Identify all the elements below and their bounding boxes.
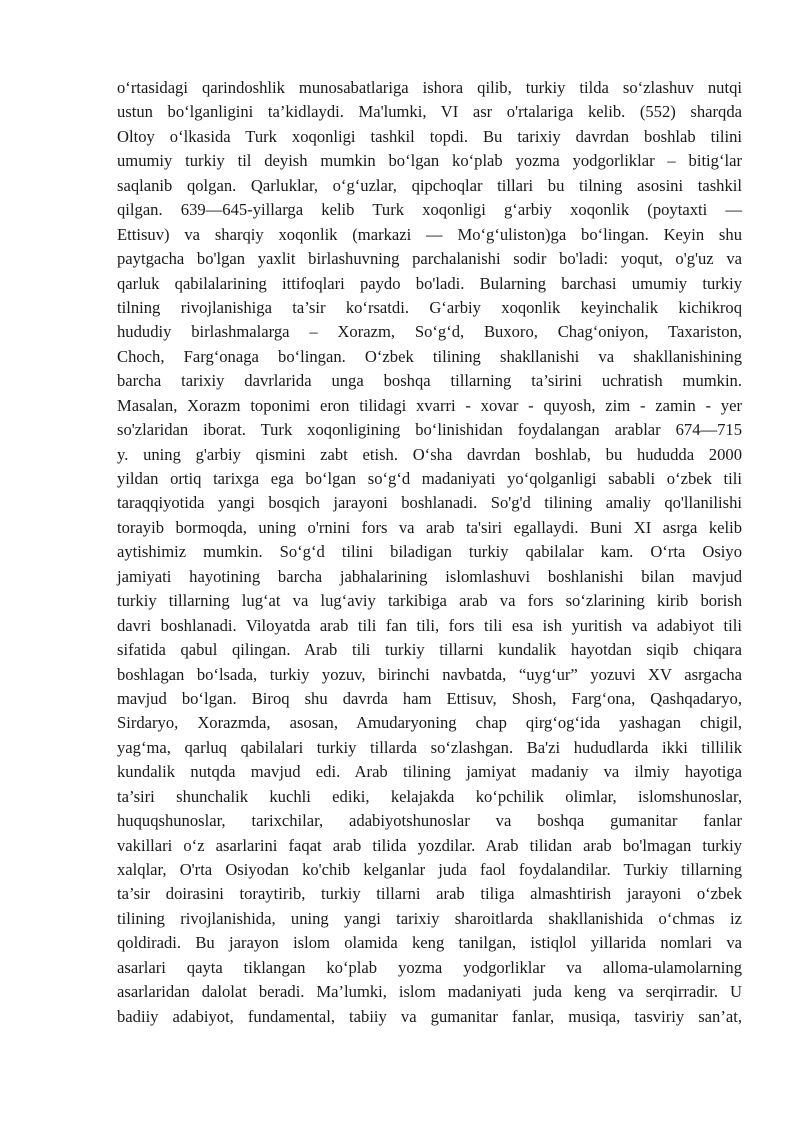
text-line: saqlanib qolgan. Qarluklar, o‘g‘uzlar, qipchoqlar tillari bu tilning asosini tashkil (117, 175, 742, 195)
text-line: mavjud bo‘lgan. Biroq shu davrda ham Ettisuv, Shosh, Farg‘ona, Qashqadaryo, (117, 688, 742, 708)
text-line: yag‘ma, qarluq qabilalari turkiy tillarda so‘zlashgan. Ba'zi hududlarda ikki tillilik (117, 737, 742, 757)
text-line: ustun bo‘lganligini ta’kidlaydi. Ma'lumki, VI asr o'rtalariga kelib. (552) sharqda (117, 102, 742, 122)
text-line: barcha tarixiy davrlarida unga boshqa tillarning ta’sirini uchratish mumkin. (117, 371, 742, 391)
text-line: torayib bormoqda, uning o'rnini fors va arab ta'siri egallaydi. Buni XI asrga kelib (117, 517, 742, 537)
text-line: ta’sir doirasini toraytirib, turkiy tillarni arab tiliga almashtirish jarayoni o‘zbek (117, 884, 742, 904)
text-line: jamiyati hayotining barcha jabhalarining islomlashuvi boshlanishi bilan mavjud (117, 566, 742, 586)
text-line: Choch, Farg‘onaga bo‘lingan. O‘zbek tilining shakllanishi va shakllanishining (117, 346, 742, 366)
text-line: paytgacha bo'lgan yaxlit birlashuvning parchalanishi sodir bo'ladi: yoqut, o'g'uz va (117, 249, 742, 269)
text-line: turkiy tillarning lug‘at va lug‘aviy tarkibiga arab va fors so‘zlarining kirib borish (117, 591, 742, 611)
text-line: hududiy birlashmalarga – Xorazm, So‘g‘d, Buxoro, Chag‘oniyon, Taxariston, (117, 322, 742, 342)
text-line: tilining rivojlanishida, uning yangi tarixiy sharoitlarda shakllanishida o‘chmas iz (117, 908, 742, 928)
text-line: qoldiradi. Bu jarayon islom olamida keng tanilgan, istiqlol yillarida nomlari va (117, 933, 742, 953)
text-line: so'zlaridan iborat. Turk xoqonligining bo‘linishidan foydalangan arablar 674—715 (117, 420, 742, 440)
text-line: qilgan. 639—645-yillarga kelib Turk xoqonligi g‘arbiy xoqonlik (poytaxti — (117, 200, 742, 220)
text-line: asarlari qayta tiklangan ko‘plab yozma yodgorliklar va alloma-ulamolarning (117, 957, 742, 977)
text-line: qarluk qabilalarining ittifoqlari paydo bo'ladi. Bularning barchasi umumiy turkiy (117, 273, 742, 293)
text-line: vakillari o‘z asarlarini faqat arab tilida yozdilar. Arab tilidan arab bo'lmagan turkiy (117, 835, 742, 855)
text-line: davri boshlanadi. Viloyatda arab tili fan tili, fors tili esa ish yuritish va adabiyot tili (117, 615, 742, 635)
text-line: Sirdaryo, Xorazmda, asosan, Amudaryoning chap qirg‘og‘ida yashagan chigil, (117, 713, 742, 733)
text-line: yildan ortiq tarixga ega bo‘lgan so‘g‘d madaniyati yo‘qolganligi sababli o‘zbek tili (117, 469, 742, 488)
text-line: Ettisuv) va sharqiy xoqonlik (markazi — Mo‘g‘uliston)ga bo‘lingan. Keyin shu (117, 224, 742, 244)
text-line: taraqqiyotida yangi bosqich jarayoni boshlanadi. So'g'd tilining amaliy qo'llanilishi (117, 493, 742, 513)
text-line: huquqshunoslar, tarixchilar, adabiyotshunoslar va boshqa gumanitar fanlar (117, 811, 742, 831)
text-line: kundalik nutqda mavjud edi. Arab tilining jamiyat madaniy va ilmiy hayotiga (117, 762, 742, 782)
body-text (117, 76, 742, 1029)
text-line: tilning rivojlanishiga ta’sir ko‘rsatdi. G‘arbiy xoqonlik keyinchalik kichikroq (117, 297, 742, 317)
text-line: Oltoy o‘lkasida Turk xoqonligi tashkil topdi. Bu tarixiy davrdan boshlab tilini (117, 126, 742, 146)
text-line: badiiy adabiyot, fundamental, tabiiy va gumanitar fanlar, musiqa, tasviriy san’at, (117, 1006, 742, 1026)
text-line: Masalan, Xorazm toponimi eron tilidagi xvarri - xovar - quyosh, zim - zamin - yer (117, 395, 742, 415)
text-line: aytishimiz mumkin. So‘g‘d tilini biladigan turkiy qabilalar kam. O‘rta Osiyo (117, 542, 742, 562)
text-line: ta’siri shunchalik kuchli ediki, kelajakda ko‘pchilik olimlar, islomshunoslar, (117, 786, 742, 806)
text-line: boshlagan bo‘lsada, turkiy yozuv, birinchi navbatda, “uyg‘ur” yozuvi XV asrgacha (117, 664, 742, 684)
text-line: sifatida qabul qilingan. Arab tili turkiy tillarni kundalik hayotdan siqib chiqara (117, 640, 742, 660)
text-line: xalqlar, O'rta Osiyodan ko'chib kelganlar juda faol foydalandilar. Turkiy tillarning (117, 860, 742, 879)
text-line: umumiy turkiy til deyish mumkin bo‘lgan ko‘plab yozma yodgorliklar – bitig‘lar (117, 151, 742, 171)
text-line: y. uning g'arbiy qismini zabt etish. O‘sha davrdan boshlab, bu hududda 2000 (117, 444, 742, 464)
text-line: asarlaridan dalolat beradi. Ma’lumki, islom madaniyati juda keng va serqirradir. U (117, 982, 742, 1002)
text-line: o‘rtasidagi qarindoshlik munosabatlariga ishora qilib, turkiy tilda so‘zlashuv nutqi (117, 78, 742, 97)
